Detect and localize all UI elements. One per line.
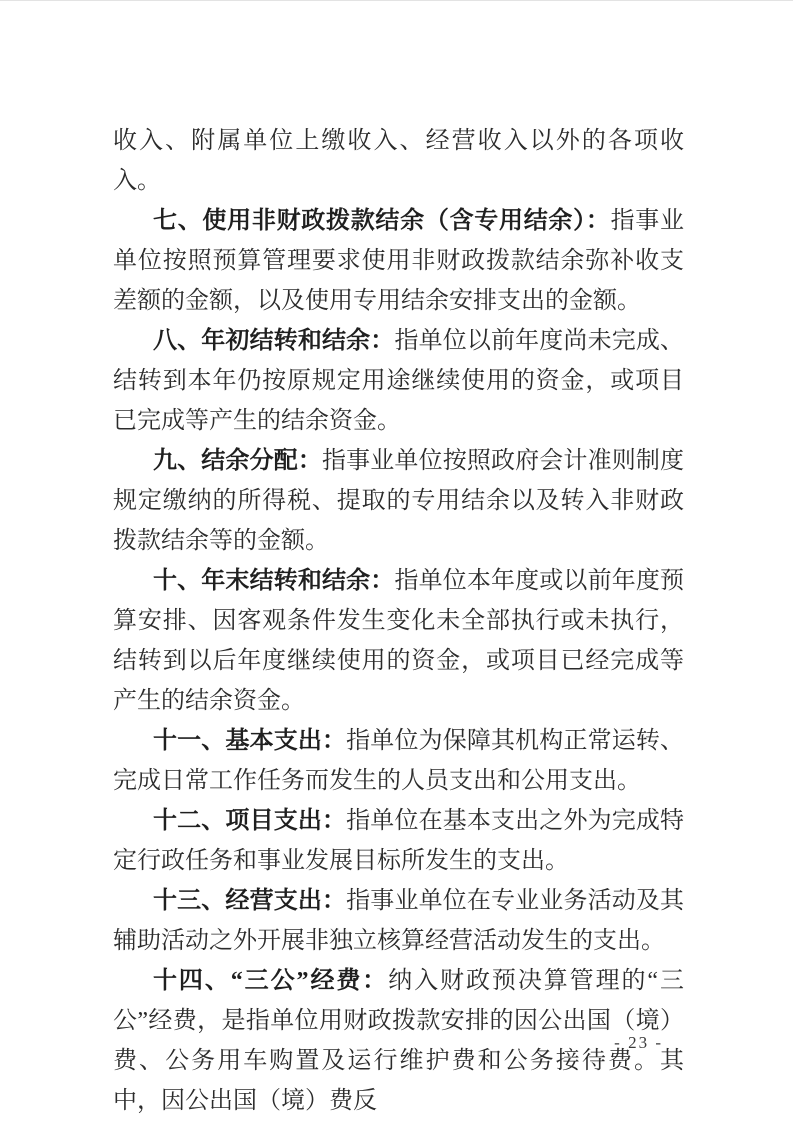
scan-top-edge [0,0,793,1]
paragraph-term: 八、年初结转和结余： [153,328,395,354]
paragraph-term: 十、年末结转和结余： [153,568,395,594]
paragraph-text: 指单位为保障其机构正常运转、完成日常工作任务而发生的人员支出和公用支出。 [113,728,685,794]
paragraph-term: 七、使用非财政拨款结余（含专用结余）： [153,208,611,234]
page-number: - 23 - [614,1033,663,1052]
paragraph-item-9 [113,441,684,561]
paragraph-item-13 [113,881,684,961]
paragraph-term: 十一、基本支出： [153,728,347,754]
paragraph-item-11 [113,721,684,801]
paragraph-term: 十二、项目支出： [153,808,347,834]
paragraph-item-8 [113,321,684,441]
paragraph-term: 十四、“三公”经费： [153,968,389,994]
paragraph-text: 指单位本年度或以前年度预算安排、因客观条件发生变化未全部执行或未执行，结转到以后年度继续使用的资金，或项目已经完成等产生的结余资金。 [113,568,685,714]
paragraph-term: 十三、经营支出： [153,888,347,914]
paragraph-text: 指单位在基本支出之外为完成特定行政任务和事业发展目标所发生的支出。 [113,808,685,874]
paragraph-text: 指单位以前年度尚未完成、结转到本年仍按原规定用途继续使用的资金，或项目已完成等产生的结余资金。 [113,328,685,434]
paragraph-continuation [113,121,684,201]
paragraph-text: 指事业单位按照预算管理要求使用非财政拨款结余弥补收支差额的金额，以及使用专用结余安排支出的金额。 [113,208,685,314]
paragraph-item-10 [113,561,684,721]
paragraph-text: 指事业单位在专业业务活动及其辅助活动之外开展非独立核算经营活动发生的支出。 [113,888,685,954]
paragraph-text: 纳入财政预决算管理的“三公”经费，是指单位用财政拨款安排的因公出国（境）费、公务用车购置及运行维护费和公务接待费。其中，因公出国（境）费反 [113,968,685,1114]
paragraph-text: 指事业单位按照政府会计准则制度规定缴纳的所得税、提取的专用结余以及转入非财政拨款结余等的金额。 [113,448,684,554]
paragraph-item-7 [113,201,684,321]
paragraph-term: 九、结余分配： [153,448,322,474]
paragraph-item-14 [113,961,684,1121]
text-block [113,121,684,1121]
paragraph-item-12 [113,801,684,881]
paragraph-text: 收入、附属单位上缴收入、经营收入以外的各项收入。 [113,128,684,194]
